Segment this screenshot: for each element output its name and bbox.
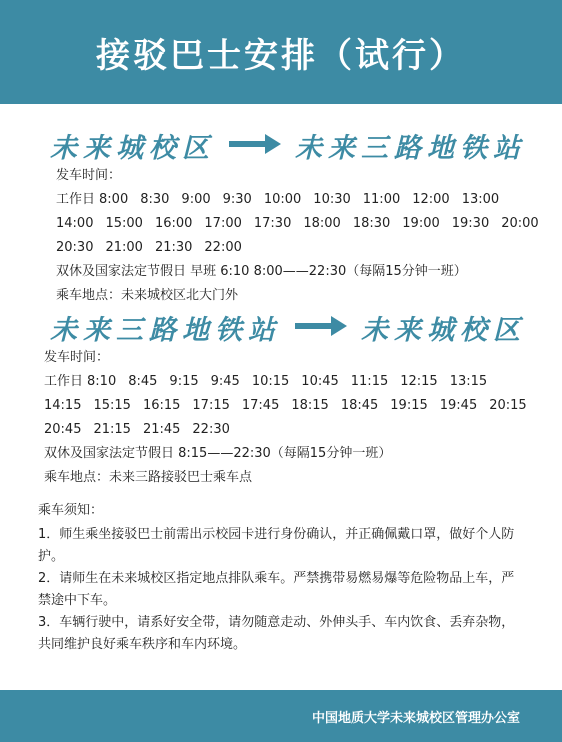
time: 10:15: [251, 374, 290, 389]
workday-row-3: [56, 236, 551, 260]
time: 12:00: [412, 192, 450, 207]
time: 15:15: [93, 398, 131, 413]
footer-banner: [0, 690, 562, 742]
time: 21:30: [154, 240, 193, 255]
notice-item: 3．车辆行驶中，请系好安全带，请勿随意走动、外伸头手、车内饮食、丢弃杂物，共同维护良好乘车秩序和车内环境。: [38, 615, 515, 652]
time: 16:15: [142, 398, 181, 413]
time: 11:00: [362, 192, 401, 207]
arrow-right-icon: [229, 130, 281, 161]
time: 8:10: [87, 374, 117, 389]
time: 19:30: [451, 216, 490, 231]
time: 12:15: [400, 374, 438, 389]
time: 11:15: [350, 374, 389, 389]
time: 9:15: [169, 374, 199, 389]
time: 8:45: [128, 374, 158, 389]
time: 10:30: [313, 192, 351, 207]
time: 22:30: [192, 422, 230, 437]
departure-label: 发车时间：: [56, 168, 122, 183]
time: 14:00: [56, 216, 94, 231]
time: 19:00: [402, 216, 440, 231]
workday-row-2: [44, 394, 539, 418]
time: 17:00: [204, 216, 242, 231]
notice-item: 1．师生乘坐接驳巴士前需出示校园卡进行身份确认，并正确佩戴口罩，做好个人防护。: [38, 527, 515, 564]
time: 8:30: [140, 192, 170, 207]
route-to: 未来城校区: [361, 315, 526, 346]
time: 9:45: [210, 374, 240, 389]
departure-label: 发车时间：: [44, 350, 110, 365]
page-title: 接驳巴士安排（试行）: [96, 35, 466, 76]
workday-row-2: [56, 212, 551, 236]
arrow-right-icon: [295, 312, 347, 343]
issuer-name: 中国地质大学未来城校区管理办公室: [311, 710, 520, 726]
time: 21:00: [105, 240, 143, 255]
workday-row-1: [44, 370, 539, 394]
time: 10:00: [263, 192, 302, 207]
notice-item: 2．请师生在未来城校区指定地点排队乘车。严禁携带易燃易爆等危险物品上车，严禁途中下车。: [38, 571, 515, 608]
route2-schedule: [44, 346, 539, 490]
time: 18:30: [352, 216, 391, 231]
time: 15:00: [105, 216, 143, 231]
time: 18:00: [303, 216, 341, 231]
route-to: 未来三路地铁站: [295, 133, 526, 164]
time: 20:00: [501, 216, 539, 231]
holiday-schedule: 双休及国家法定节假日 早班 6:10 8:00——22:30（每隔15分钟一班）: [56, 264, 467, 279]
route-heading-2: [50, 308, 526, 347]
route1-schedule: [56, 164, 551, 308]
time: 9:30: [222, 192, 252, 207]
time: 18:45: [340, 398, 379, 413]
time: 13:00: [461, 192, 500, 207]
time: 20:30: [56, 240, 94, 255]
time: 20:15: [489, 398, 527, 413]
time: 21:45: [142, 422, 181, 437]
route-heading-1: [50, 126, 526, 165]
workday-row-3: [44, 418, 539, 442]
rider-notice: [38, 500, 518, 656]
time: 19:45: [439, 398, 478, 413]
time: 13:15: [449, 374, 488, 389]
time: 22:00: [204, 240, 242, 255]
time: 17:15: [192, 398, 230, 413]
time: 18:15: [291, 398, 329, 413]
time: 17:45: [241, 398, 280, 413]
header-banner: [0, 0, 562, 104]
time: 14:15: [44, 398, 82, 413]
time: 16:00: [154, 216, 193, 231]
workday-label: 工作日: [44, 374, 84, 389]
holiday-schedule: 双休及国家法定节假日 8:15——22:30（每隔15分钟一班）: [44, 446, 392, 461]
time: 19:15: [390, 398, 428, 413]
time: 8:00: [99, 192, 129, 207]
notice-heading: 乘车须知：: [38, 503, 104, 518]
pickup-location: 乘车地点：未来城校区北大门外: [56, 288, 239, 303]
route-from: 未来三路地铁站: [50, 315, 281, 346]
workday-label: 工作日: [56, 192, 96, 207]
time: 21:15: [93, 422, 131, 437]
time: 20:45: [44, 422, 82, 437]
time: 10:45: [301, 374, 339, 389]
pickup-location: 乘车地点：未来三路接驳巴士乘车点: [44, 470, 253, 485]
workday-row-1: [56, 188, 551, 212]
route-from: 未来城校区: [50, 133, 215, 164]
time: 17:30: [253, 216, 292, 231]
time: 9:00: [181, 192, 211, 207]
